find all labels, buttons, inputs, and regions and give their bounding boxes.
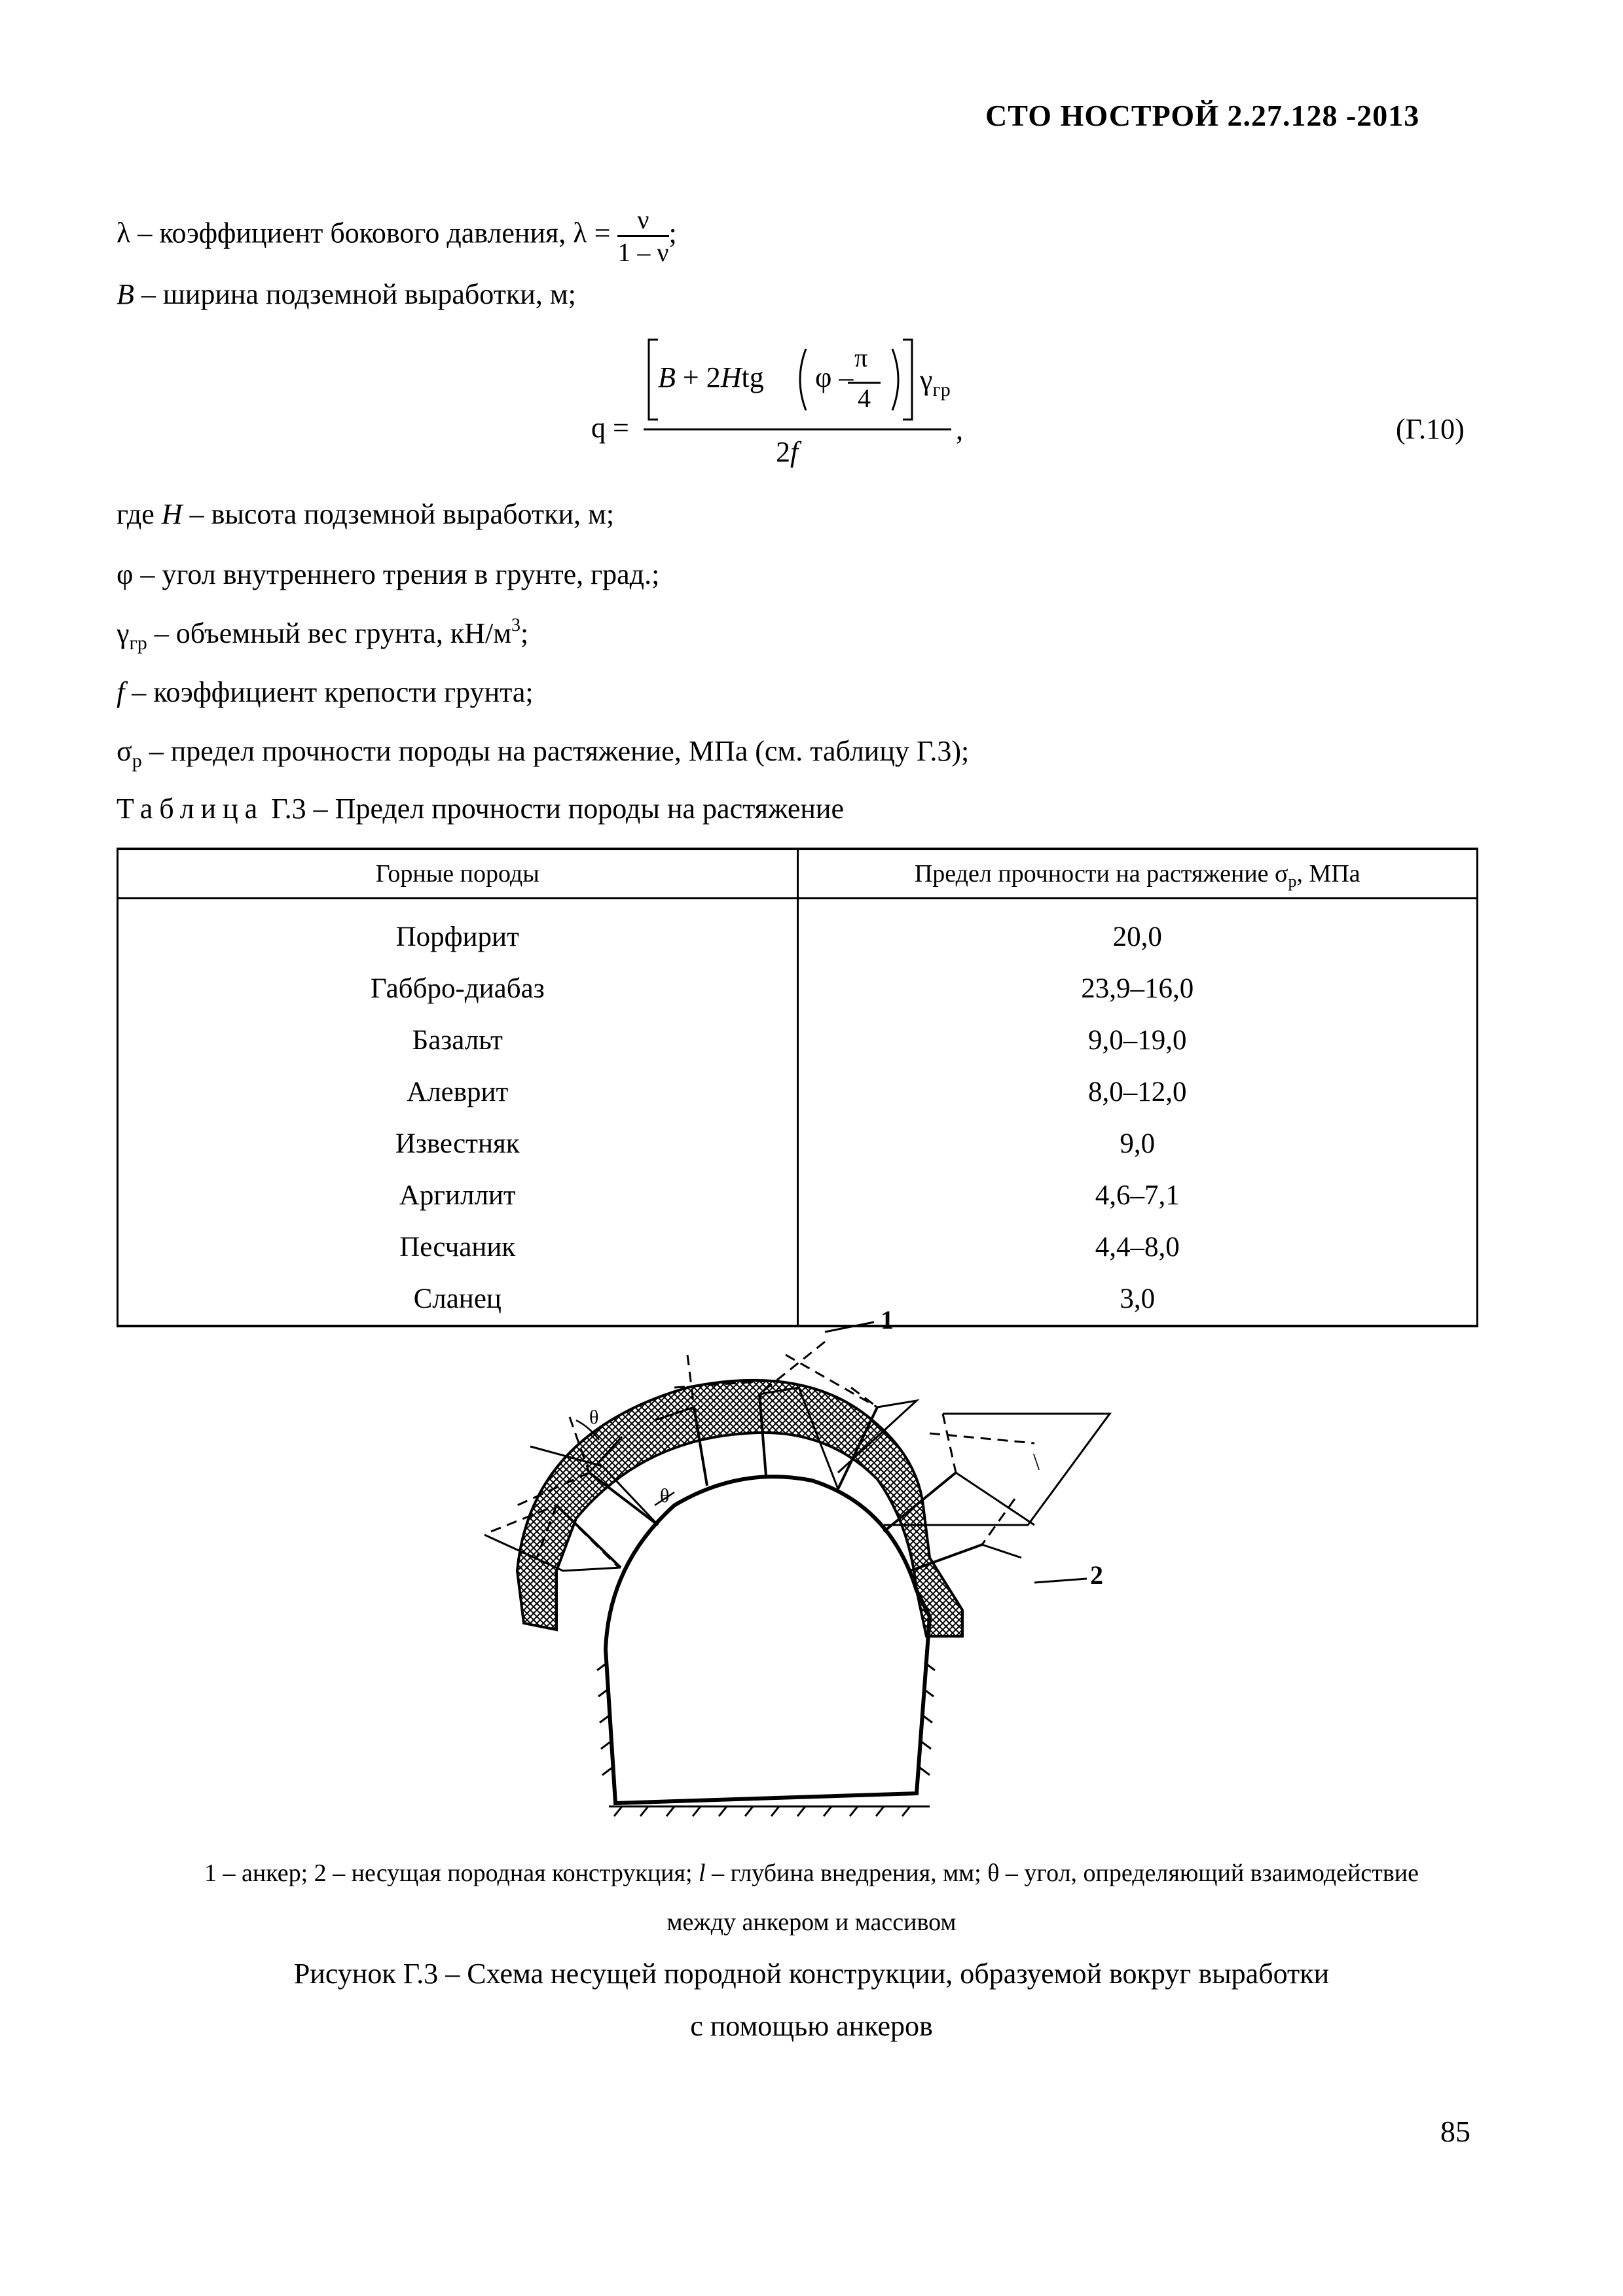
theta-label-2: θ bbox=[660, 1485, 670, 1507]
lambda-numerator: ν bbox=[617, 204, 668, 237]
note-sigma: $\sigma_р$ – предел прочности породы на растяжение, МПа (см. таблицу Г.3); bbox=[117, 735, 970, 772]
figure-caption-line2: с помощью анкеров bbox=[690, 2010, 933, 2042]
tunnel-anchor-diagram bbox=[458, 1309, 1178, 1846]
note-h: где H – высота подземной выработки, м; bbox=[117, 498, 615, 530]
formula-phi: φ – bbox=[815, 361, 854, 393]
figure-legend-line1: 1 – анкер; 2 – несущая породная конструкция; l – глубина внедрения, мм; θ – угол, определяющий взаимодействие bbox=[204, 1859, 1419, 1887]
formula-comma: , bbox=[956, 414, 963, 446]
note-gamma: $\gamma_{гр}$ – объемный вес грунта, $кН/м^3$; bbox=[117, 615, 529, 654]
b-symbol: B bbox=[117, 278, 134, 310]
table-row: Песчаник 4,4–8,0 bbox=[118, 1221, 1478, 1273]
formula-numerator: B + 2Htg bbox=[658, 361, 764, 393]
figure-label-2: 2 bbox=[1090, 1560, 1103, 1590]
figure-legend-line2: между анкером и массивом bbox=[666, 1909, 957, 1936]
figure-label-l: \ bbox=[1033, 1448, 1040, 1475]
figure-label-1: 1 bbox=[881, 1309, 894, 1335]
b-definition bbox=[117, 278, 576, 311]
note-phi: φ – угол внутреннего трения в грунте, град.; bbox=[117, 558, 660, 590]
tunnel-profile bbox=[606, 1477, 930, 1803]
strength-table bbox=[117, 848, 1478, 1327]
formula-denominator: 2f bbox=[776, 436, 799, 468]
formula-number: (Г.10) bbox=[1396, 413, 1465, 445]
note-f: f – коэффициент крепости грунта; bbox=[117, 676, 534, 708]
lambda-symbol: λ bbox=[117, 217, 131, 249]
document-header: СТО НОСТРОЙ 2.27.128 -2013 bbox=[985, 99, 1420, 132]
lambda-definition bbox=[117, 204, 677, 268]
table-row: Алеврит 8,0–12,0 bbox=[118, 1066, 1478, 1118]
lambda-text: – коэффициент бокового давления, bbox=[130, 217, 574, 249]
figure-caption-line1: Рисунок Г.3 – Схема несущей породной конструкции, образуемой вокруг выработки bbox=[293, 1958, 1330, 1990]
formula-g10 bbox=[586, 331, 979, 481]
lambda-fraction bbox=[617, 204, 668, 268]
theta-label-1: θ bbox=[589, 1407, 599, 1428]
lambda-denominator: 1 – ν bbox=[617, 238, 669, 267]
formula-four: 4 bbox=[858, 384, 871, 413]
lambda-tail: ; bbox=[668, 217, 677, 249]
table-row: Базальт 9,0–19,0 bbox=[118, 1014, 1478, 1066]
lambda-eq: λ = bbox=[573, 217, 611, 249]
formula-fraction-bar bbox=[644, 427, 958, 431]
floor-hatching bbox=[609, 1806, 930, 1816]
formula-gamma: $\gamma_{гр}$ bbox=[920, 364, 951, 401]
table-caption: Таблица Г.3 – Предел прочности породы на растяжение bbox=[117, 793, 844, 825]
table-row: Аргиллит 4,6–7,1 bbox=[118, 1170, 1478, 1221]
table-row: Известняк 9,0 bbox=[118, 1118, 1478, 1170]
wall-hatching bbox=[597, 1662, 935, 1775]
formula-lhs: q = bbox=[591, 412, 629, 444]
b-text: – ширина подземной выработки, м; bbox=[134, 278, 576, 310]
page-number: 85 bbox=[1440, 2115, 1470, 2148]
table-row: Сланец 3,0 bbox=[118, 1273, 1478, 1326]
table-row: Порфирит 20,0 bbox=[118, 911, 1478, 963]
table-row: Габбро-диабаз 23,9–16,0 bbox=[118, 963, 1478, 1014]
header-strength: Предел прочности на растяжение $\sigma_р$, МПа bbox=[797, 849, 1478, 899]
formula-pi: π bbox=[854, 343, 868, 372]
header-rock: Горные породы bbox=[118, 849, 798, 899]
